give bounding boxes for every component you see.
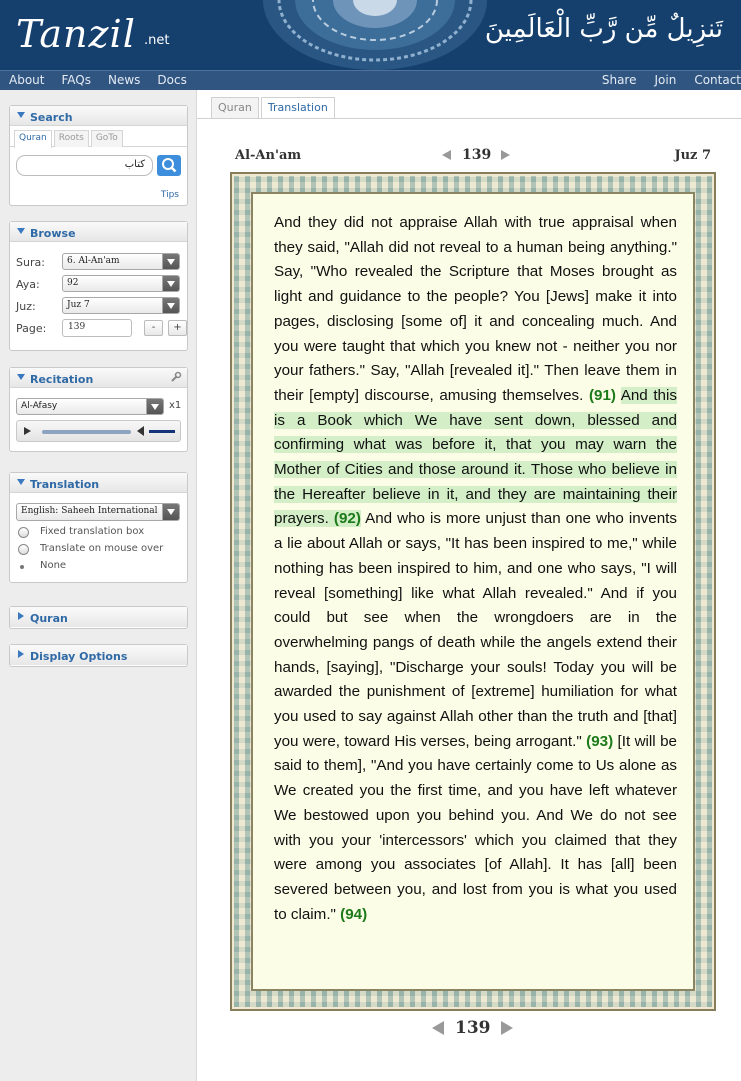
radio-mouse-over-label: Translate on mouse over — [40, 543, 164, 554]
playback-speed[interactable]: x1 — [169, 400, 182, 411]
page-input[interactable]: 139 — [62, 319, 132, 337]
tabs-divider — [197, 118, 741, 119]
volume-icon[interactable] — [137, 426, 144, 436]
prev-page-arrow-icon[interactable] — [442, 150, 451, 160]
translation-panel — [9, 472, 188, 583]
reciter-select[interactable] — [16, 398, 164, 415]
verse-91-number[interactable]: (91) — [588, 386, 616, 404]
radio-none[interactable] — [16, 559, 187, 576]
translation-box — [251, 192, 695, 991]
translation-select-value: English: Saheeh International — [21, 506, 158, 516]
prev-page-arrow-icon[interactable] — [432, 1021, 444, 1035]
site-logo[interactable]: Tanzil — [16, 12, 136, 56]
collapse-triangle-icon — [17, 479, 25, 485]
browse-panel — [9, 221, 188, 351]
quran-panel[interactable] — [9, 606, 188, 629]
chevron-down-icon — [162, 504, 179, 520]
radio-fixed-box-circle[interactable] — [18, 527, 29, 538]
browse-panel-header[interactable] — [10, 222, 187, 242]
translation-text — [274, 211, 677, 927]
site-logo-suffix: .net — [144, 33, 170, 48]
juz-label: Juz: — [16, 300, 36, 313]
quran-panel-title: Quran — [30, 612, 68, 625]
reciter-select-value: Al-Afasy — [21, 401, 58, 411]
next-page-arrow-icon[interactable] — [501, 1021, 513, 1035]
radio-mouse-over-circle[interactable] — [18, 544, 29, 555]
juz-select[interactable] — [62, 297, 180, 314]
display-options-panel[interactable] — [9, 644, 188, 667]
tab-translation[interactable]: Translation — [261, 97, 335, 119]
nav-news[interactable]: News — [107, 73, 141, 87]
sidebar — [0, 90, 197, 1081]
display-options-panel-title: Display Options — [30, 650, 128, 663]
search-button[interactable] — [157, 155, 181, 176]
top-pager — [442, 147, 510, 163]
collapse-triangle-icon — [17, 374, 25, 380]
play-icon[interactable] — [24, 427, 31, 435]
chevron-down-icon — [162, 276, 179, 291]
search-icon — [157, 155, 181, 176]
aya-label: Aya: — [16, 278, 40, 291]
sura-row — [16, 253, 187, 275]
tab-quran[interactable]: Quran — [211, 97, 259, 119]
chevron-down-icon — [146, 399, 163, 414]
site-header — [0, 0, 741, 70]
nav-about[interactable]: About — [9, 73, 45, 87]
arabic-tagline: تَنزِيلٌ مِّن رَّبِّ الْعَالَمِينَ — [484, 14, 723, 44]
sura-label: Sura: — [16, 256, 45, 269]
top-page-number: 139 — [462, 147, 492, 163]
aya-select[interactable] — [62, 275, 180, 292]
search-input[interactable]: كتاب — [16, 155, 153, 176]
aya-row — [16, 275, 187, 297]
aya-select-value: 92 — [67, 278, 79, 288]
search-panel-title: Search — [30, 111, 73, 124]
verse-93-text[interactable]: And who is more unjust than one who invents a lie about Allah or says, "It has been inspired to me," while nothing has been inspired to him, and one who says, "I will reveal [something] like what Allah revealed." And if you could but see when the wrongdoers are in the overwhelming pangs of death while the angels extend their hands, [saying], "Discharge your souls! Today you will be awarded the punishment of [extreme] humiliation for what you used to say against Allah other than the truth and [that] you were, toward His verses, being arrogant." — [274, 510, 677, 750]
radio-none-label: None — [40, 560, 67, 571]
next-page-arrow-icon[interactable] — [501, 150, 510, 160]
bottom-page-number: 139 — [455, 1018, 491, 1038]
search-subtabs — [10, 126, 187, 147]
recitation-panel — [9, 367, 188, 452]
next-page-button[interactable]: + — [168, 320, 187, 336]
radio-fixed-box-label: Fixed translation box — [40, 526, 145, 537]
juz-select-value: Juz 7 — [67, 300, 90, 310]
verse-94-number[interactable]: (94) — [340, 905, 368, 923]
radio-mouse-over[interactable] — [16, 542, 187, 559]
verse-91-text[interactable]: And they did not appraise Allah with true appraisal when they said, "Allah did not reveal to a human being anything." Say, "Who revealed the Scripture that Moses brought as light and guidance to the people? You [Jews] make it into pages, disclosing [some of] it and concealing much. And you were taught that which you knew not - neither you nor your fathers." Say, "Allah [revealed it]." Then leave them in their [empty] discourse, amusing themselves. — [274, 214, 677, 404]
expand-triangle-icon — [18, 650, 24, 658]
sura-select[interactable] — [62, 253, 180, 270]
ornament-medallion-icon — [262, 0, 488, 70]
wrench-icon[interactable] — [170, 371, 182, 383]
search-tips-link[interactable]: Tips — [160, 190, 179, 200]
nav-contact[interactable]: Contact — [694, 73, 741, 87]
tab-search-quran[interactable]: Quran — [14, 130, 52, 148]
verse-92-number[interactable]: (92) — [333, 510, 361, 528]
expand-triangle-icon — [18, 612, 24, 620]
translation-select[interactable] — [16, 503, 180, 521]
translation-select-row — [16, 503, 187, 525]
nav-join[interactable]: Join — [654, 73, 677, 87]
nav-share[interactable]: Share — [601, 73, 637, 87]
volume-slider[interactable] — [149, 430, 175, 433]
radio-none-circle[interactable] — [20, 565, 24, 569]
browse-panel-title: Browse — [30, 227, 76, 240]
translation-panel-header[interactable] — [10, 473, 187, 493]
progress-track[interactable] — [42, 430, 131, 434]
collapse-triangle-icon — [17, 112, 25, 118]
search-panel — [9, 105, 188, 206]
collapse-triangle-icon — [17, 228, 25, 234]
tab-search-roots[interactable]: Roots — [54, 130, 89, 147]
verse-93-number[interactable]: (93) — [586, 732, 614, 750]
top-navbar — [0, 70, 741, 90]
translation-panel-title: Translation — [30, 478, 100, 491]
chevron-down-icon — [162, 298, 179, 313]
search-panel-header[interactable] — [10, 106, 187, 126]
page-frame — [230, 172, 716, 1011]
juz-label-main: Juz 7 — [674, 148, 711, 163]
nav-docs[interactable]: Docs — [157, 73, 187, 87]
sura-name: Al-An'am — [235, 148, 302, 163]
audio-player — [16, 420, 181, 442]
page-label: Page: — [16, 322, 47, 335]
verse-92-text[interactable]: And this is a Book which We have sent down, blessed and confirming what was before it, that you may warn the Mother of Cities and those around it. Those who believe in the Hereafter believe in it, and they are maintaining their prayers. — [274, 386, 677, 528]
nav-faqs[interactable]: FAQs — [61, 73, 91, 87]
juz-row — [16, 297, 187, 319]
verse-94-text[interactable]: [It will be said to them], "And you have certainly come to Us alone as We created you the first time, and you have left whatever We bestowed upon you behind you. And We do not see with you your 'intercessors' which you claimed that they were among you associates [of Allah]. It has [all] been severed between you, and lost from you is what you used to claim." — [274, 732, 677, 923]
recitation-panel-header[interactable] — [10, 368, 187, 388]
page-row — [16, 319, 187, 341]
quran-panel-header[interactable] — [10, 607, 187, 627]
display-options-panel-header[interactable] — [10, 645, 187, 665]
search-row — [16, 155, 187, 181]
main-tabs — [211, 97, 337, 119]
reciter-row — [16, 398, 187, 420]
chevron-down-icon — [162, 254, 179, 269]
sura-select-value: 6. Al-An'am — [67, 256, 120, 266]
radio-fixed-box[interactable] — [16, 525, 187, 542]
bottom-pager — [432, 1018, 513, 1038]
prev-page-button[interactable]: - — [144, 320, 163, 336]
recitation-panel-title: Recitation — [30, 373, 94, 386]
tab-search-goto[interactable]: GoTo — [91, 130, 123, 147]
